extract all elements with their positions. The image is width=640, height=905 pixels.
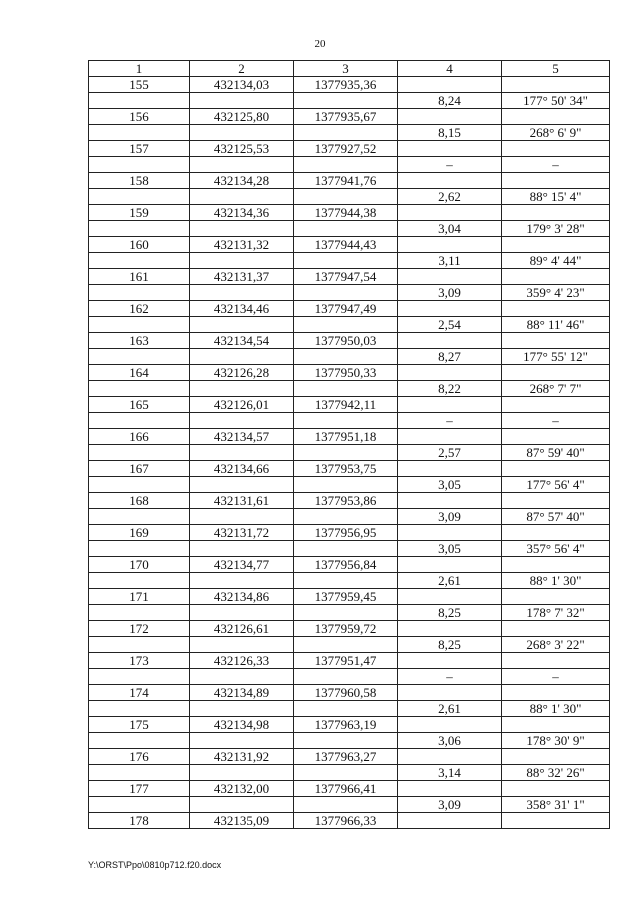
table-cell (190, 445, 294, 461)
table-row (89, 685, 610, 701)
table-cell: 432134,36 (190, 205, 294, 221)
table-cell: 432134,46 (190, 301, 294, 317)
table-row (89, 109, 610, 125)
table-cell: 87° 57' 40" (502, 509, 610, 525)
table-row (89, 813, 610, 829)
table-cell: 155 (89, 77, 190, 93)
table-cell: 8,24 (398, 93, 502, 109)
table-cell: 432126,33 (190, 653, 294, 669)
table-cell: 161 (89, 269, 190, 285)
table-row (89, 781, 610, 797)
table-cell: 432135,09 (190, 813, 294, 829)
table-cell (294, 765, 398, 781)
table-cell (190, 157, 294, 173)
table-cell (89, 797, 190, 813)
table-cell: 1377963,19 (294, 717, 398, 733)
table-cell (190, 221, 294, 237)
table-row (89, 141, 610, 157)
table-row (89, 301, 610, 317)
table-row (89, 269, 610, 285)
table-cell: 1377942,11 (294, 397, 398, 413)
table-cell: 432134,03 (190, 77, 294, 93)
table-cell: 1377953,75 (294, 461, 398, 477)
table-cell: 88° 15' 4" (502, 189, 610, 205)
table-header-row (89, 61, 610, 77)
table-cell: 168 (89, 493, 190, 509)
table-cell: 1377927,52 (294, 141, 398, 157)
table-cell (398, 333, 502, 349)
table-cell (398, 429, 502, 445)
table-cell: 163 (89, 333, 190, 349)
table-row (89, 637, 610, 653)
table-cell: 88° 11' 46" (502, 317, 610, 333)
table-cell (294, 413, 398, 429)
table-cell (190, 413, 294, 429)
table-row (89, 381, 610, 397)
table-row (89, 621, 610, 637)
table-cell (502, 461, 610, 477)
table-cell: 2,61 (398, 701, 502, 717)
table-cell (502, 301, 610, 317)
table-cell (398, 301, 502, 317)
table-cell: 8,27 (398, 349, 502, 365)
table-cell (398, 653, 502, 669)
table-cell (502, 77, 610, 93)
table-cell (502, 813, 610, 829)
table-cell: 162 (89, 301, 190, 317)
table-cell (502, 621, 610, 637)
table-cell: 432134,66 (190, 461, 294, 477)
table-cell (398, 781, 502, 797)
table-row (89, 509, 610, 525)
table-cell: 3,09 (398, 797, 502, 813)
table-cell: 432134,86 (190, 589, 294, 605)
table-cell (398, 365, 502, 381)
table-cell: 1377947,54 (294, 269, 398, 285)
table-cell: 1377950,03 (294, 333, 398, 349)
table-cell: 88° 1' 30" (502, 573, 610, 589)
table-cell: 167 (89, 461, 190, 477)
table-cell: 3,09 (398, 285, 502, 301)
table-cell: 432131,61 (190, 493, 294, 509)
table-cell (398, 237, 502, 253)
table-cell (89, 317, 190, 333)
table-cell (398, 461, 502, 477)
table-cell (294, 797, 398, 813)
table-cell: 1377960,58 (294, 685, 398, 701)
table-cell: 1377935,67 (294, 109, 398, 125)
table-cell: 2,57 (398, 445, 502, 461)
table-cell (502, 749, 610, 765)
table-cell: 432125,80 (190, 109, 294, 125)
table-row (89, 93, 610, 109)
table-cell: 1377935,36 (294, 77, 398, 93)
table-cell: 87° 59' 40" (502, 445, 610, 461)
table-cell (89, 637, 190, 653)
table-cell (190, 477, 294, 493)
table-cell (89, 765, 190, 781)
table-cell (294, 669, 398, 685)
table-cell (398, 749, 502, 765)
table-cell (398, 205, 502, 221)
table-cell (89, 445, 190, 461)
table-cell: 3,05 (398, 477, 502, 493)
coordinates-table (88, 60, 610, 829)
table-cell: 178° 7' 32" (502, 605, 610, 621)
table-cell: 166 (89, 429, 190, 445)
table-cell: 177° 50' 34" (502, 93, 610, 109)
table-cell (190, 797, 294, 813)
table-row (89, 397, 610, 413)
table-cell (398, 621, 502, 637)
table-cell (502, 557, 610, 573)
table-row (89, 797, 610, 813)
table-cell (502, 493, 610, 509)
table-cell: 1377953,86 (294, 493, 398, 509)
table-cell: 172 (89, 621, 190, 637)
table-cell (294, 253, 398, 269)
table-cell: 156 (89, 109, 190, 125)
table-row (89, 285, 610, 301)
table-cell (398, 109, 502, 125)
table-cell: 3,09 (398, 509, 502, 525)
page-number: 20 (314, 38, 326, 50)
table-cell (398, 397, 502, 413)
table-cell (502, 653, 610, 669)
table-cell (89, 349, 190, 365)
table-row (89, 173, 610, 189)
table-cell: 178° 30' 9" (502, 733, 610, 749)
table-cell: – (398, 669, 502, 685)
table-cell: 432131,37 (190, 269, 294, 285)
table-cell: 2,62 (398, 189, 502, 205)
table-cell: 157 (89, 141, 190, 157)
table-cell: – (502, 669, 610, 685)
table-cell: 170 (89, 557, 190, 573)
table-cell (89, 253, 190, 269)
table-cell (398, 269, 502, 285)
table-cell: 171 (89, 589, 190, 605)
table-cell: 268° 6' 9" (502, 125, 610, 141)
table-cell: 432134,77 (190, 557, 294, 573)
table-cell (89, 125, 190, 141)
table-cell: 88° 1' 30" (502, 701, 610, 717)
table-row (89, 333, 610, 349)
table-cell (502, 269, 610, 285)
table-row (89, 589, 610, 605)
table-cell (502, 173, 610, 189)
table-cell (294, 509, 398, 525)
table-cell: 432134,28 (190, 173, 294, 189)
table-cell (294, 637, 398, 653)
table-cell (190, 253, 294, 269)
table-cell (502, 781, 610, 797)
table-cell (502, 365, 610, 381)
table-cell: 432132,00 (190, 781, 294, 797)
table-cell: 268° 7' 7" (502, 381, 610, 397)
table-row (89, 701, 610, 717)
table-cell (89, 413, 190, 429)
column-header-3: 3 (294, 61, 398, 77)
table-cell (294, 125, 398, 141)
table-cell (398, 173, 502, 189)
table-cell (89, 669, 190, 685)
table-cell: 3,14 (398, 765, 502, 781)
table-row (89, 365, 610, 381)
table-cell: 432126,28 (190, 365, 294, 381)
table-cell: – (398, 413, 502, 429)
table-cell: – (502, 413, 610, 429)
table-body (89, 77, 610, 829)
table-cell (502, 429, 610, 445)
table-cell: 8,25 (398, 637, 502, 653)
table-row (89, 717, 610, 733)
table-cell: 159 (89, 205, 190, 221)
table-cell: 88° 32' 26" (502, 765, 610, 781)
table-cell: 158 (89, 173, 190, 189)
table-row (89, 605, 610, 621)
table-cell (190, 381, 294, 397)
table-row (89, 749, 610, 765)
table-cell (398, 717, 502, 733)
table-cell (190, 733, 294, 749)
table-row (89, 237, 610, 253)
table-cell: 1377956,95 (294, 525, 398, 541)
table-row (89, 221, 610, 237)
table-cell: 169 (89, 525, 190, 541)
table-cell: 1377944,43 (294, 237, 398, 253)
table-cell (398, 813, 502, 829)
table-cell: 2,61 (398, 573, 502, 589)
table-cell: 1377966,33 (294, 813, 398, 829)
table-cell (294, 317, 398, 333)
table-cell (190, 541, 294, 557)
table-cell: 3,11 (398, 253, 502, 269)
table-cell (89, 509, 190, 525)
table-cell (190, 701, 294, 717)
table-cell (89, 477, 190, 493)
table-cell: 1377951,47 (294, 653, 398, 669)
table-cell: 89° 4' 44" (502, 253, 610, 269)
table-cell (294, 701, 398, 717)
table-cell (190, 285, 294, 301)
table-cell (502, 717, 610, 733)
table-cell (294, 189, 398, 205)
table-cell: 177° 55' 12" (502, 349, 610, 365)
table-row (89, 445, 610, 461)
table-row (89, 189, 610, 205)
table-row (89, 493, 610, 509)
table-cell: 1377956,84 (294, 557, 398, 573)
table-cell (190, 93, 294, 109)
table-cell (502, 589, 610, 605)
table-cell (502, 141, 610, 157)
table-cell: 432131,72 (190, 525, 294, 541)
table-cell: 8,22 (398, 381, 502, 397)
table-cell: 8,25 (398, 605, 502, 621)
table-row (89, 253, 610, 269)
table-cell: 160 (89, 237, 190, 253)
table-cell (398, 77, 502, 93)
table-cell (190, 317, 294, 333)
table-cell (398, 493, 502, 509)
table-cell (89, 573, 190, 589)
table-cell: 1377947,49 (294, 301, 398, 317)
table-cell: 1377959,45 (294, 589, 398, 605)
table-cell: 359° 4' 23" (502, 285, 610, 301)
table-cell (190, 605, 294, 621)
table-cell (89, 605, 190, 621)
table-cell: – (398, 157, 502, 173)
table-row (89, 125, 610, 141)
table-cell: 1377951,18 (294, 429, 398, 445)
table-cell: 3,05 (398, 541, 502, 557)
table-cell: 432134,89 (190, 685, 294, 701)
table-cell: 8,15 (398, 125, 502, 141)
table-cell: 432134,98 (190, 717, 294, 733)
column-header-5: 5 (502, 61, 610, 77)
table-cell (89, 285, 190, 301)
table-cell: 432126,61 (190, 621, 294, 637)
table-cell (502, 685, 610, 701)
table-cell (502, 525, 610, 541)
table-cell (190, 189, 294, 205)
table-cell: 177° 56' 4" (502, 477, 610, 493)
table-cell (190, 637, 294, 653)
table-cell (294, 285, 398, 301)
table-cell: 1377950,33 (294, 365, 398, 381)
table-cell: 1377963,27 (294, 749, 398, 765)
table-cell (190, 573, 294, 589)
table-cell: 173 (89, 653, 190, 669)
table-cell (294, 445, 398, 461)
table-cell (190, 125, 294, 141)
table-row (89, 477, 610, 493)
table-cell (89, 541, 190, 557)
table-row (89, 205, 610, 221)
table-cell (294, 605, 398, 621)
table-cell (502, 237, 610, 253)
column-header-2: 2 (190, 61, 294, 77)
table-cell (190, 509, 294, 525)
table-cell: 164 (89, 365, 190, 381)
footer-file-path: Y:\ORST\Ppo\0810p712.f20.docx (88, 860, 222, 870)
table-cell (89, 157, 190, 173)
table-cell (294, 541, 398, 557)
table-cell: 2,54 (398, 317, 502, 333)
table-row (89, 573, 610, 589)
table-cell (190, 349, 294, 365)
table-cell (502, 109, 610, 125)
table-cell (89, 701, 190, 717)
table-row (89, 157, 610, 173)
table-cell (398, 141, 502, 157)
table-cell: 179° 3' 28" (502, 221, 610, 237)
table-cell: 177 (89, 781, 190, 797)
table-cell (294, 573, 398, 589)
table-cell (89, 189, 190, 205)
table-cell: 176 (89, 749, 190, 765)
table-row (89, 429, 610, 445)
table-cell: 178 (89, 813, 190, 829)
table-cell (294, 733, 398, 749)
table-cell (502, 333, 610, 349)
table-cell: 432131,92 (190, 749, 294, 765)
table-cell (398, 557, 502, 573)
table-row (89, 765, 610, 781)
table-cell (89, 221, 190, 237)
table-cell (89, 381, 190, 397)
table-cell: 1377944,38 (294, 205, 398, 221)
table-cell: 432125,53 (190, 141, 294, 157)
table-cell (89, 733, 190, 749)
table-cell (294, 477, 398, 493)
table-cell: 432131,32 (190, 237, 294, 253)
table-cell (398, 589, 502, 605)
column-header-1: 1 (89, 61, 190, 77)
table-row (89, 413, 610, 429)
table-row (89, 541, 610, 557)
table-cell: 175 (89, 717, 190, 733)
table-cell (502, 205, 610, 221)
table-cell: 358° 31' 1" (502, 797, 610, 813)
table-cell (398, 525, 502, 541)
table-row (89, 317, 610, 333)
table-row (89, 349, 610, 365)
table-row (89, 653, 610, 669)
table-cell (398, 685, 502, 701)
table-cell (294, 93, 398, 109)
table-cell: 174 (89, 685, 190, 701)
table-row (89, 669, 610, 685)
table-cell: 1377941,76 (294, 173, 398, 189)
table-cell: 357° 56' 4" (502, 541, 610, 557)
table-cell: 1377959,72 (294, 621, 398, 637)
table-cell: 3,04 (398, 221, 502, 237)
table-cell (190, 765, 294, 781)
table-cell: 1377966,41 (294, 781, 398, 797)
table-cell (89, 93, 190, 109)
table-cell: 432134,54 (190, 333, 294, 349)
table-row (89, 461, 610, 477)
table-cell (294, 221, 398, 237)
table-cell (294, 381, 398, 397)
table-row (89, 525, 610, 541)
table-cell: 432134,57 (190, 429, 294, 445)
table-row (89, 557, 610, 573)
table-row (89, 733, 610, 749)
table-cell (294, 349, 398, 365)
table-cell: 432126,01 (190, 397, 294, 413)
table-cell: 268° 3' 22" (502, 637, 610, 653)
table-cell (294, 157, 398, 173)
table-row (89, 77, 610, 93)
table-cell: – (502, 157, 610, 173)
table-cell (190, 669, 294, 685)
table-cell: 165 (89, 397, 190, 413)
table-cell (502, 397, 610, 413)
table-cell: 3,06 (398, 733, 502, 749)
column-header-4: 4 (398, 61, 502, 77)
